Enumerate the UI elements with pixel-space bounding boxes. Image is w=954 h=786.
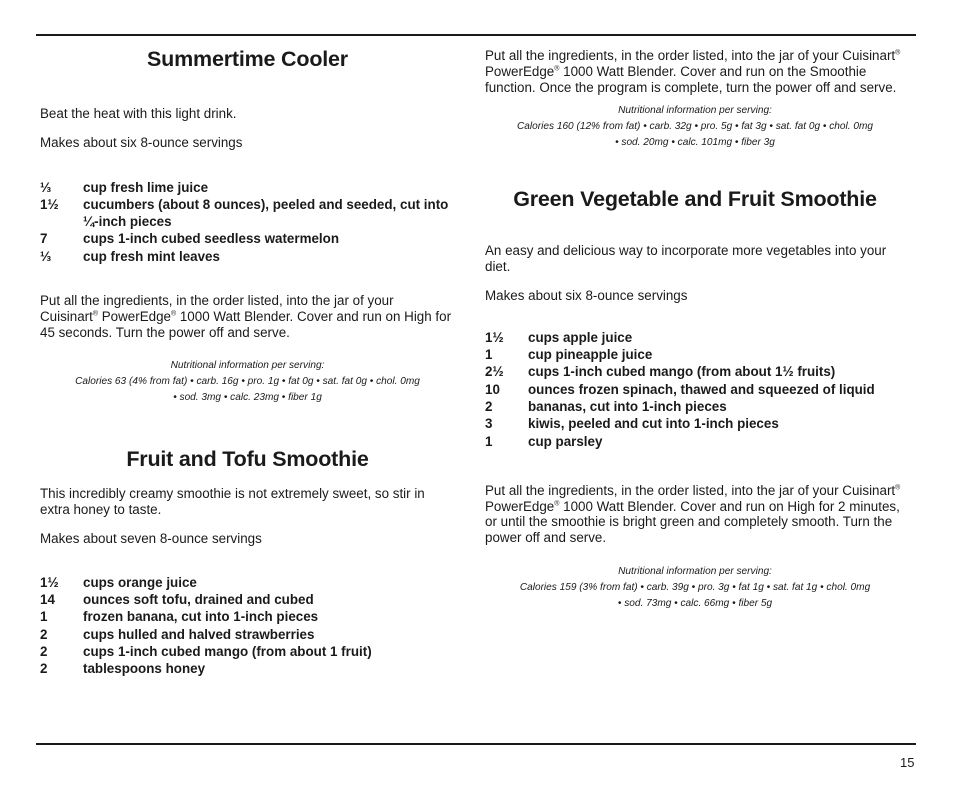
top-rule [36, 34, 916, 36]
ingredient-text: cups 1-inch cubed seedless watermelon [83, 231, 339, 247]
nutrition-values: Calories 63 (4% from fat) • carb. 16g • pro. 1g • fat 0g • sat. fat 0g • chol. 0mg [75, 376, 420, 388]
nutrition-values: Calories 159 (3% from fat) • carb. 39g • pro. 3g • fat 1g • sat. fat 1g • chol. 0mg [519, 582, 871, 594]
registered-mark: ® [895, 49, 901, 57]
ingredient-item [485, 398, 905, 415]
recipe-yield: Makes about seven 8-ounce servings [40, 531, 262, 547]
method-text: Put all the ingredients, in the order listed, into the jar of your Cuisinart [485, 482, 896, 498]
registered-mark: ® [895, 484, 901, 492]
ingredient-quantity: 2 [40, 626, 48, 642]
ingredient-text: cup fresh mint leaves [83, 248, 220, 264]
method-text: 1000 Watt Blender. Cover and run on the Smoothie function. Once the program is complete, turn the power off and serve. [485, 63, 897, 95]
nutrition-info [485, 103, 905, 151]
ingredient-item [485, 346, 905, 363]
recipe-method [40, 293, 455, 340]
ingredient-quantity: ⅓ [40, 179, 52, 195]
ingredient-quantity: 1½ [40, 196, 59, 212]
nutrition-label: Nutritional information per serving: [170, 360, 325, 372]
page-number: 15 [900, 755, 915, 770]
ingredient-item [40, 574, 455, 591]
nutrition-values: • sod. 20mg • calc. 101mg • fiber 3g [615, 137, 775, 149]
ingredient-item [40, 179, 455, 196]
method-text: PowerEdge [98, 308, 171, 324]
recipe-intro: This incredibly creamy smoothie is not extremely sweet, so stir in extra honey to taste. [40, 486, 425, 518]
ingredient-text: ounces frozen spinach, thawed and squeezed of liquid [528, 381, 875, 397]
ingredient-quantity: 14 [40, 592, 55, 608]
nutrition-label: Nutritional information per serving: [618, 105, 772, 117]
ingredient-text: cups orange juice [83, 574, 197, 590]
ingredient-text: cup pineapple juice [528, 347, 653, 363]
bottom-rule [36, 743, 916, 745]
ingredient-quantity: 2 [40, 644, 48, 660]
registered-mark: ® [554, 500, 560, 508]
ingredient-quantity: 1 [40, 609, 48, 625]
left-column [40, 44, 455, 678]
ingredient-quantity: 3 [485, 416, 493, 432]
registered-mark: ® [92, 310, 99, 318]
recipe-yield: Makes about six 8-ounce servings [40, 134, 243, 150]
ingredient-item [40, 230, 455, 247]
recipe-title: Summertime Cooler [147, 47, 348, 71]
ingredient-text: cups 1-inch cubed mango (from about 1 fruit) [83, 644, 372, 660]
ingredient-quantity: ⅓ [40, 248, 52, 264]
nutrition-info [485, 564, 905, 612]
ingredient-item [40, 643, 455, 660]
recipe-intro: Beat the heat with this light drink. [40, 106, 237, 121]
recipe-title: Fruit and Tofu Smoothie [126, 447, 369, 472]
ingredient-quantity: 1 [485, 347, 493, 363]
ingredient-list [485, 329, 905, 450]
method-text: PowerEdge [485, 63, 555, 79]
recipe-title: Green Vegetable and Fruit Smoothie [513, 187, 877, 212]
ingredient-item [40, 248, 455, 265]
ingredient-text: cups 1-inch cubed mango (from about 1½ fruits) [528, 364, 836, 380]
recipe-intro: An easy and delicious way to incorporate more vegetables into your diet. [485, 243, 887, 275]
nutrition-values: Calories 160 (12% from fat) • carb. 32g • pro. 5g • fat 3g • sat. fat 0g • chol. 0mg [517, 121, 873, 133]
ingredient-list [40, 574, 455, 678]
ingredient-text: tablespoons honey [83, 661, 206, 677]
method-text: 1000 Watt Blender. Cover and run on High for 45 seconds. Turn the power off and serve. [40, 308, 452, 340]
nutrition-info [40, 358, 455, 406]
method-text: Put all the ingredients, in the order listed, into the jar of your Cuisinart [485, 48, 896, 63]
ingredient-text: kiwis, peeled and cut into 1-inch pieces [528, 416, 779, 432]
nutrition-label: Nutritional information per serving: [618, 566, 772, 578]
ingredient-item [40, 660, 455, 677]
ingredient-text: ounces soft tofu, drained and cubed [83, 592, 314, 608]
ingredient-text: bananas, cut into 1-inch pieces [528, 398, 727, 414]
ingredient-text: cups hulled and halved strawberries [83, 626, 315, 642]
ingredient-item [485, 363, 905, 380]
nutrition-values: • sod. 3mg • calc. 23mg • fiber 1g [173, 392, 322, 404]
ingredient-item [40, 608, 455, 625]
method-text: PowerEdge [485, 498, 555, 514]
registered-mark: ® [554, 65, 560, 73]
ingredient-quantity: 1½ [40, 574, 59, 590]
ingredient-text: cups apple juice [528, 329, 633, 345]
ingredient-item [40, 626, 455, 643]
ingredient-quantity: 1½ [485, 329, 504, 345]
ingredient-text: cup fresh lime juice [83, 179, 209, 195]
ingredient-quantity: 2 [40, 661, 48, 677]
method-text: Put all the ingredients, in the order listed, into the jar of your Cuisinart [40, 293, 394, 324]
ingredient-list [40, 179, 455, 265]
ingredient-text: cucumbers (about 8 ounces), peeled and seeded, cut into ¼-inch pieces [83, 196, 449, 230]
ingredient-item [485, 433, 905, 450]
recipe-method [485, 483, 905, 546]
ingredient-item [40, 591, 455, 608]
ingredient-text: frozen banana, cut into 1-inch pieces [83, 609, 319, 625]
registered-mark: ® [170, 310, 177, 318]
nutrition-values: • sod. 73mg • calc. 66mg • fiber 5g [617, 598, 773, 610]
ingredient-quantity: 10 [485, 381, 500, 397]
recipe-method [485, 48, 905, 95]
ingredient-text: cup parsley [528, 433, 603, 449]
ingredient-quantity: 2 [485, 398, 493, 414]
ingredient-quantity: 7 [40, 231, 48, 247]
ingredient-item [485, 415, 905, 432]
ingredient-quantity: 1 [485, 433, 493, 449]
ingredient-quantity: 2½ [485, 364, 504, 380]
recipe-yield: Makes about six 8-ounce servings [485, 287, 688, 303]
right-column [485, 48, 905, 612]
method-text: 1000 Watt Blender. Cover and run on High for 2 minutes, or until the smoothie is bright green and completely smooth. Turn the power off and serve. [485, 498, 900, 546]
ingredient-item [485, 381, 905, 398]
ingredient-item [485, 329, 905, 346]
ingredient-item [40, 196, 455, 231]
